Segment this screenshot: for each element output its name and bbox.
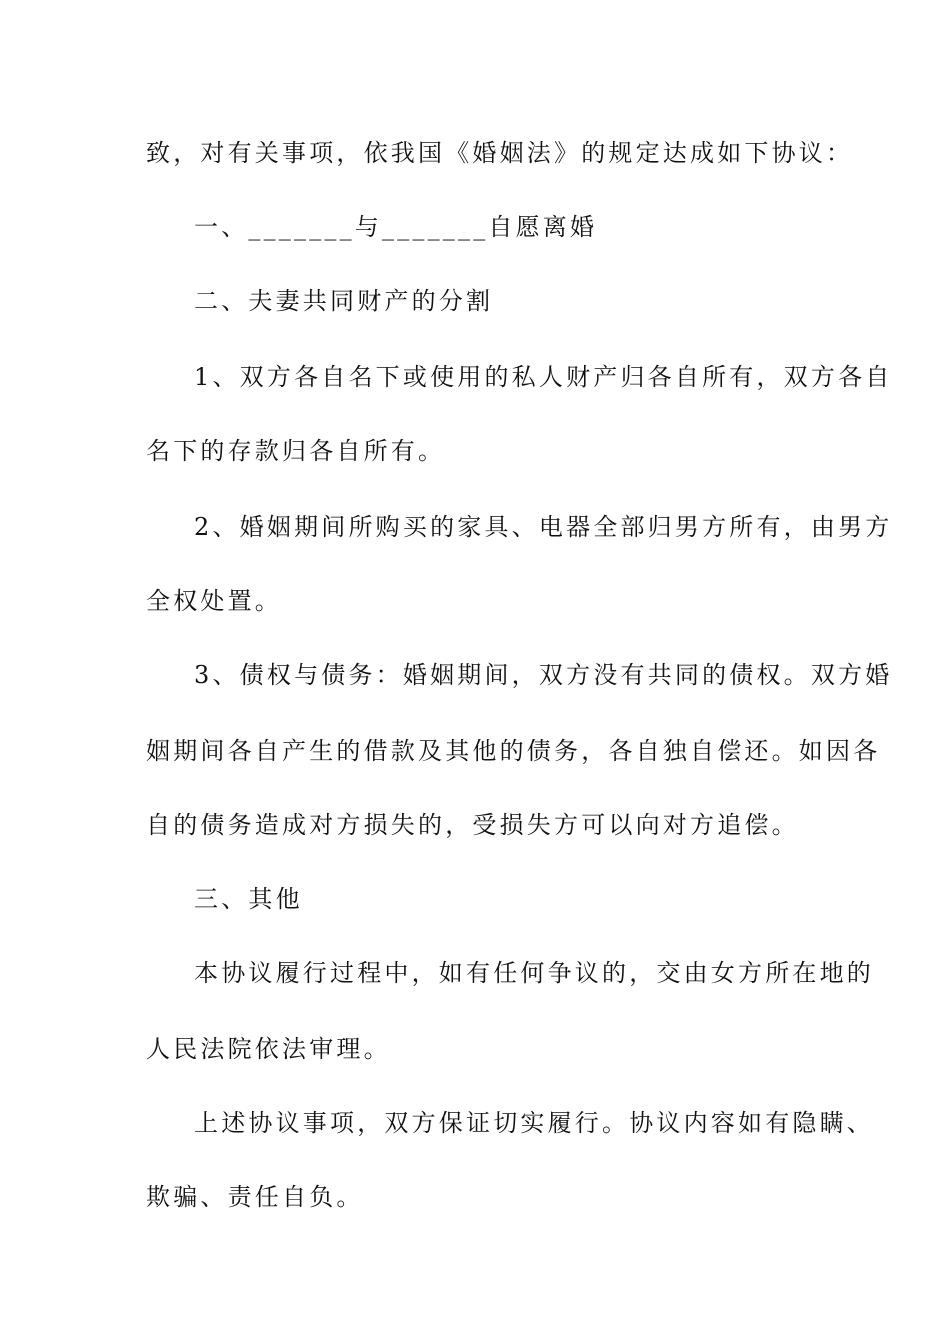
section-heading: 一、_______与_______自愿离婚: [194, 213, 598, 241]
paragraph-line: 致，对有关事项，依我国《婚姻法》的规定达成如下协议：: [146, 139, 854, 167]
paragraph-line: 名下的存款归各自所有。: [146, 437, 446, 465]
paragraph-line: 自的债务造成对方损失的，受损失方可以向对方追偿。: [146, 811, 799, 839]
paragraph-line: 欺骗、责任自负。: [146, 1183, 364, 1211]
section-heading: 三、其他: [194, 885, 303, 913]
paragraph-line: 1、双方各自名下或使用的私人财产归各自所有，双方各自: [194, 363, 893, 391]
paragraph-line: 全权处置。: [146, 587, 282, 615]
paragraph-line: 2、婚姻期间所购买的家具、电器全部归男方所有，由男方: [194, 513, 893, 541]
paragraph-line: 人民法院依法审理。: [146, 1035, 391, 1063]
paragraph-line: 姻期间各自产生的借款及其他的债务，各自独自偿还。如因各: [146, 737, 881, 765]
paragraph-line: 上述协议事项，双方保证切实履行。协议内容如有隐瞒、: [194, 1109, 874, 1137]
paragraph-line: 3、债权与债务：婚姻期间，双方没有共同的债权。双方婚: [194, 661, 893, 689]
paragraph-line: 本协议履行过程中，如有任何争议的，交由女方所在地的: [194, 959, 874, 987]
section-heading: 二、夫妻共同财产的分割: [194, 287, 494, 315]
